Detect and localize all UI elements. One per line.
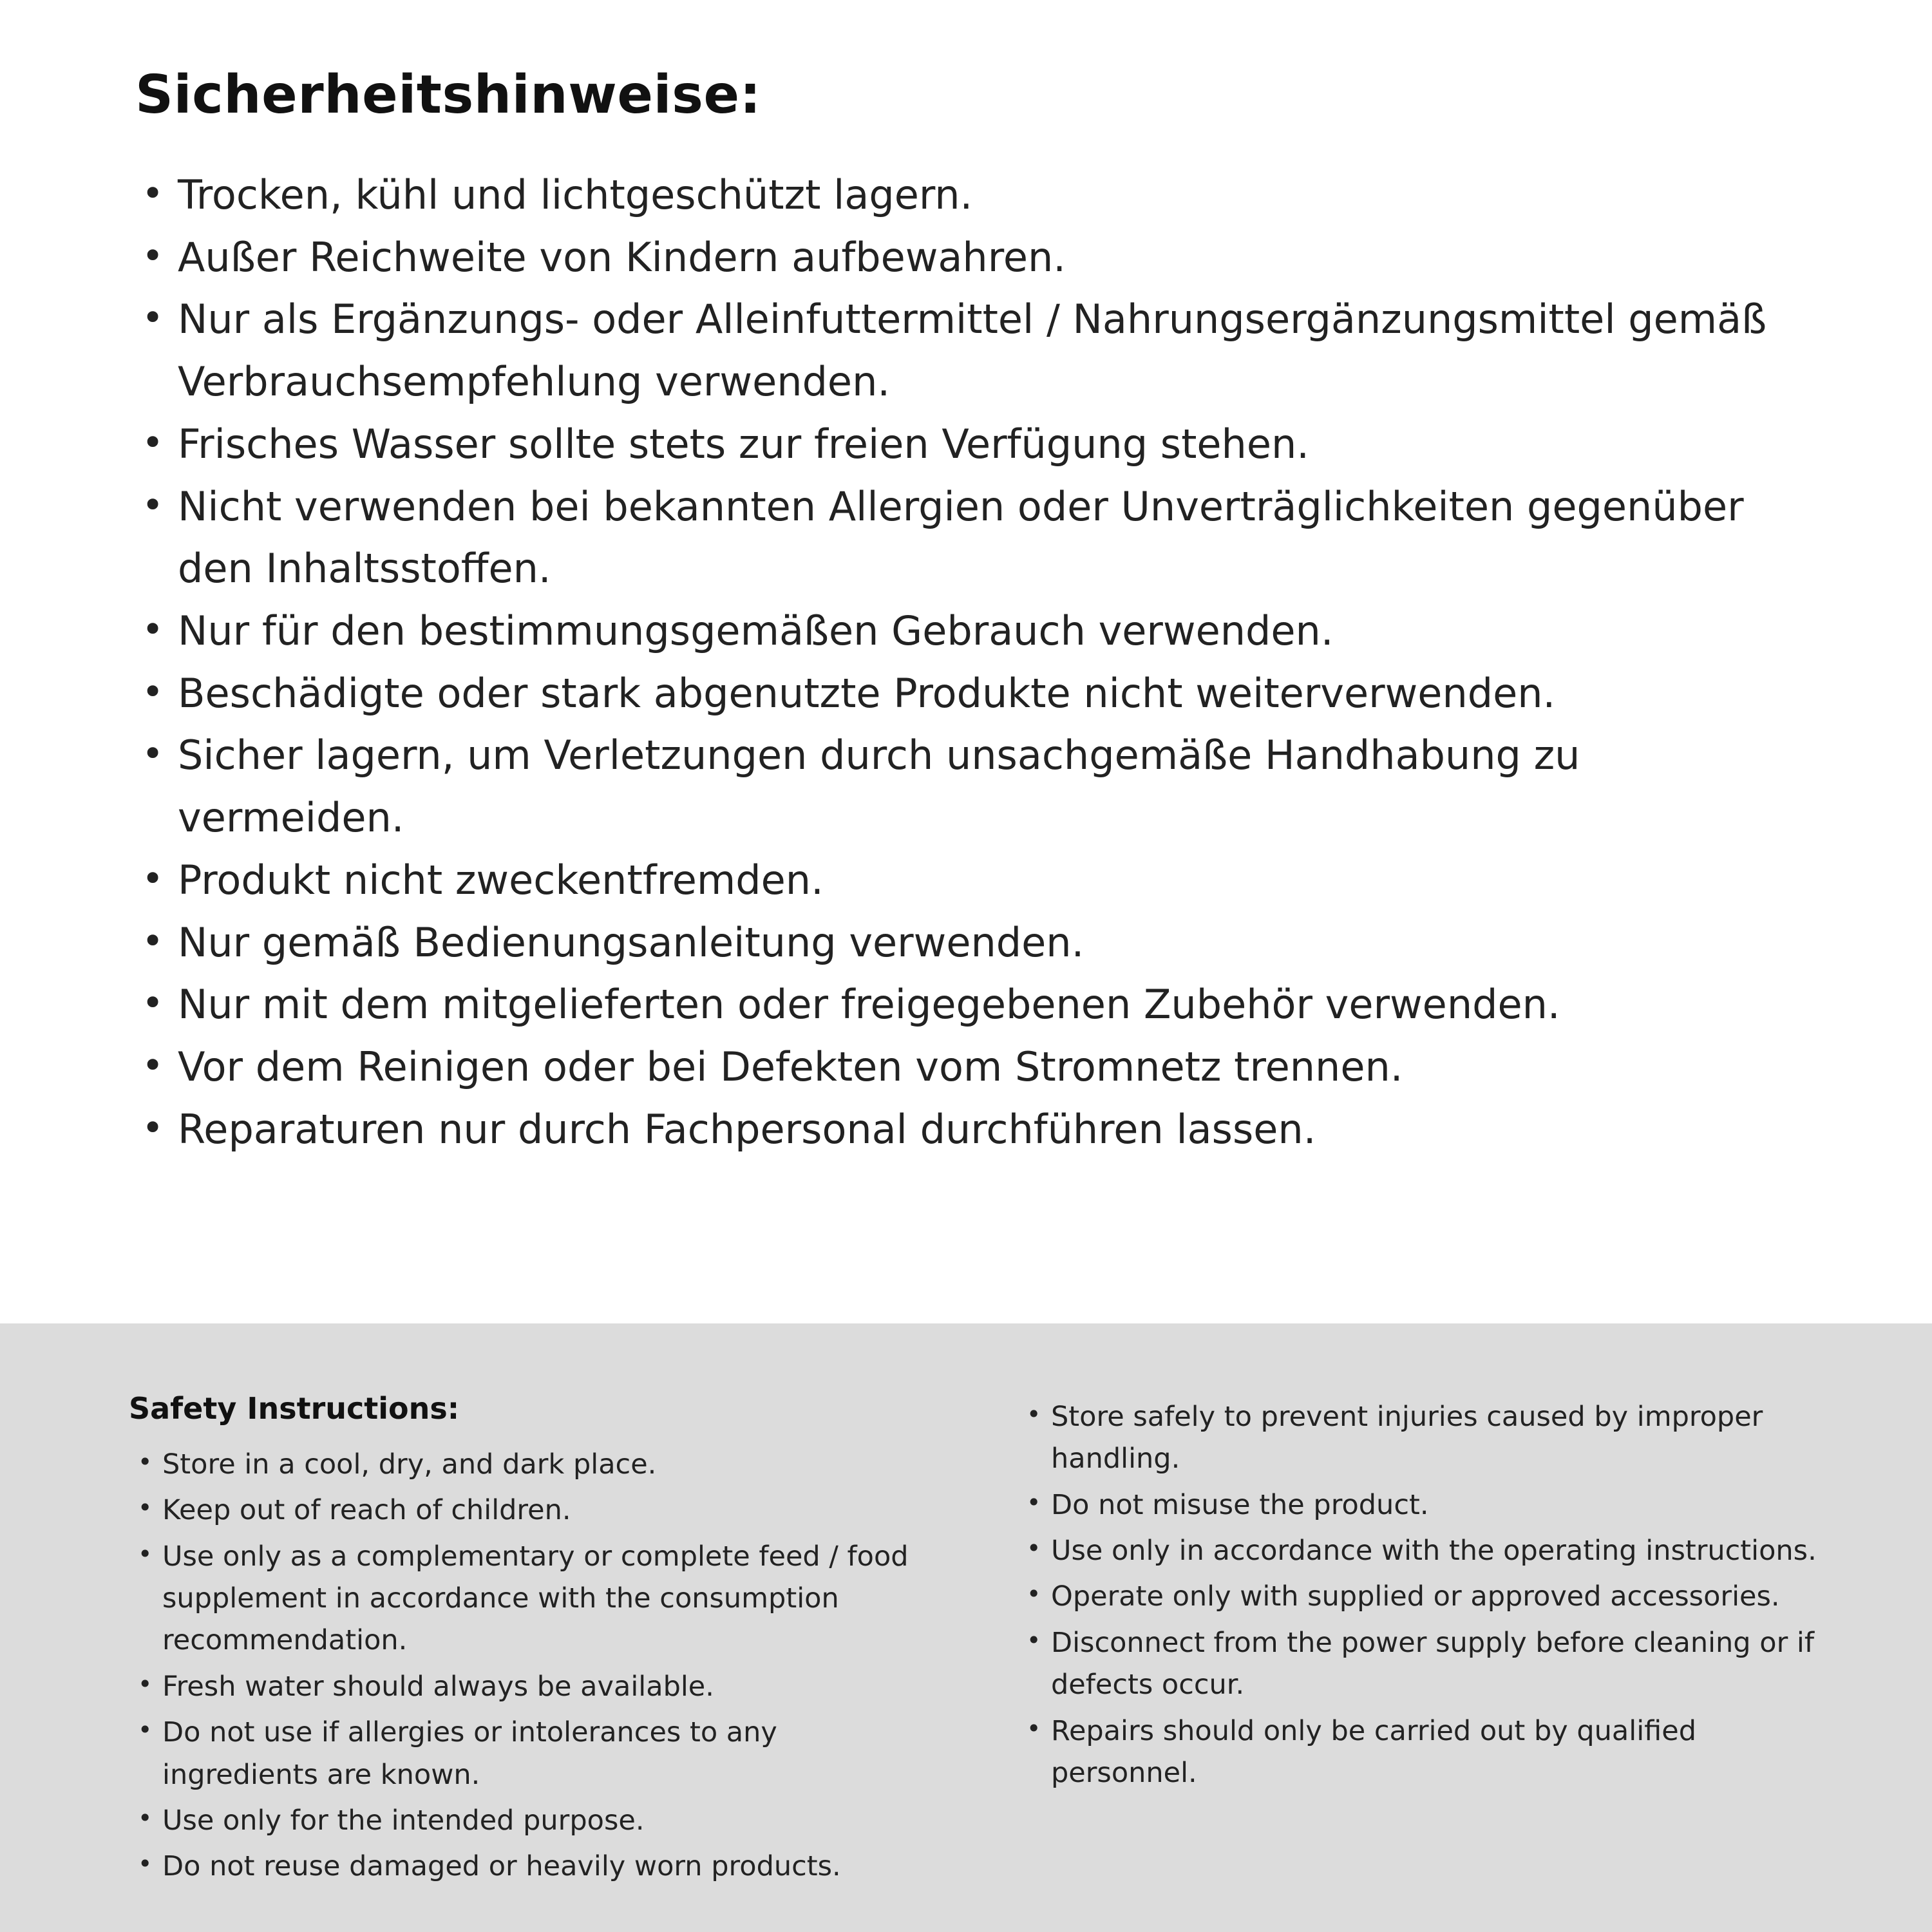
- safety-item: • Frisches Wasser sollte stets zur freien Verfügung stehen.: [135, 413, 1816, 476]
- safety-item: • Nur gemäß Bedienungsanleitung verwenden.: [135, 912, 1816, 974]
- english-safety-list-right: [1018, 1396, 1829, 1794]
- safety-item: • Nur mit dem mitgelieferten oder freigegebenen Zubehör verwenden.: [135, 974, 1816, 1036]
- english-section-title: Safety Instructions:: [129, 1391, 460, 1426]
- safety-item: • Reparaturen nur durch Fachpersonal durchführen lassen.: [135, 1099, 1816, 1161]
- safety-item: • Keep out of reach of children.: [129, 1490, 940, 1531]
- safety-item: • Trocken, kühl und lichtgeschützt lagern.: [135, 164, 1816, 227]
- safety-item: • Fresh water should always be available.: [129, 1666, 940, 1708]
- safety-item: • Außer Reichweite von Kindern aufbewahren.: [135, 227, 1816, 289]
- german-section-title: Sicherheitshinweise:: [135, 64, 761, 126]
- safety-item: • Disconnect from the power supply before cleaning or if defects occur.: [1018, 1622, 1829, 1707]
- safety-item: • Repairs should only be carried out by qualified personnel.: [1018, 1710, 1829, 1795]
- safety-item: • Do not use if allergies or intolerances to any ingredients are known.: [129, 1712, 940, 1796]
- safety-item: • Use only in accordance with the operating instructions.: [1018, 1530, 1829, 1572]
- safety-item: • Store in a cool, dry, and dark place.: [129, 1444, 940, 1486]
- safety-item: • Vor dem Reinigen oder bei Defekten vom Stromnetz trennen.: [135, 1036, 1816, 1099]
- safety-item: • Sicher lagern, um Verletzungen durch unsachgemäße Handhabung zu vermeiden.: [135, 724, 1816, 849]
- english-safety-list-left: [129, 1444, 940, 1888]
- safety-item: • Store safely to prevent injuries caused by improper handling.: [1018, 1396, 1829, 1481]
- safety-item: • Use only for the intended purpose.: [129, 1800, 940, 1842]
- safety-item: • Use only as a complementary or complete feed / food supplement in accordance with the consumption recommendation.: [129, 1536, 940, 1662]
- safety-item: • Nur als Ergänzungs- oder Alleinfuttermittel / Nahrungsergänzungsmittel gemäß Verbrauchsempfehlung verwenden.: [135, 289, 1816, 413]
- english-left-column: [129, 1391, 940, 1893]
- english-right-column: [1018, 1391, 1829, 1893]
- safety-item: • Do not misuse the product.: [1018, 1484, 1829, 1526]
- german-safety-list: [135, 164, 1816, 1161]
- safety-item: • Nur für den bestimmungsgemäßen Gebrauch verwenden.: [135, 600, 1816, 663]
- safety-item: • Produkt nicht zweckentfremden.: [135, 849, 1816, 912]
- safety-item: • Do not reuse damaged or heavily worn products.: [129, 1846, 940, 1888]
- safety-item: • Beschädigte oder stark abgenutzte Produkte nicht weiterverwenden.: [135, 663, 1816, 725]
- safety-item: • Operate only with supplied or approved accessories.: [1018, 1576, 1829, 1618]
- safety-item: • Nicht verwenden bei bekannten Allergien oder Unverträglichkeiten gegenüber den Inhaltsstoffen.: [135, 476, 1816, 600]
- english-safety-section: [0, 1323, 1932, 1932]
